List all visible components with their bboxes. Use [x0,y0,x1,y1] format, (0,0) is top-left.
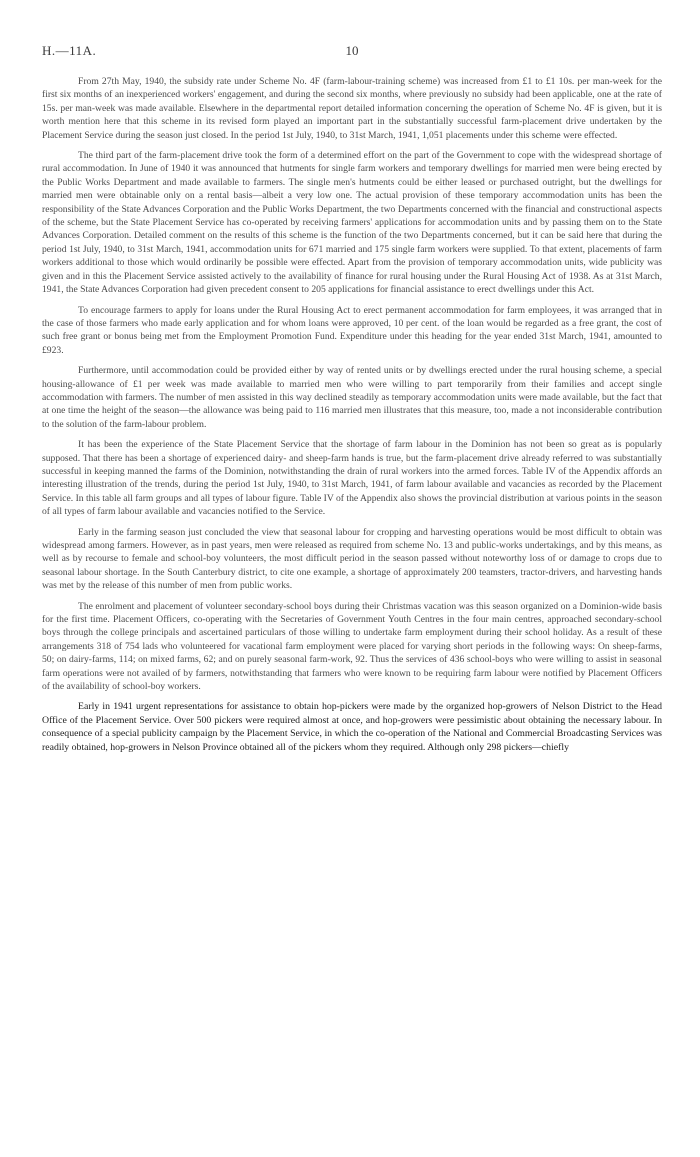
page-header [42,43,662,69]
paragraph: It has been the experience of the State Placement Service that the shortage of farm labour in the Dominion has not been so great as is popularly supposed. That there has been a shortage of experienced dairy- and sheep-farm hands is true, but the farm-placement drive already referred to was substantially successful in keeping manned the farms of the Dominion, notwithstanding the drain of rural workers into the armed forces. Table IV of the Appendix affords an interesting illustration of the trends, during the period 1st July, 1940, to 31st March, 1941, of farm labour available and vacancies as recorded by the Placement Service. In this table all farm groups and all types of labour figure. Table IV of the Appendix also shows the provincial distribution at various points in the season of all types of farm labour available and vacancies notified to the Service. [42,439,662,518]
paragraph: Furthermore, until accommodation could be provided either by way of rented units or by dwellings erected under the rural housing scheme, a special housing-allowance of £1 per week was made available to married men who were willing to part temporarily from their families and accept single accommodation with farmers. The number of men assisted in this way declined steadily as temporary accommodation units were made available, but the fact that at one time the height of the season—the allowance was being paid to 116 married men illustrates that this measure, too, made a not inconsiderable contribution to the solution of the farm-labour problem. [42,365,662,430]
paragraph: The third part of the farm-placement drive took the form of a determined effort on the part of the Government to cope with the widespread shortage of rural accommodation. In June of 1940 it was announced that hutments for single farm workers and temporary dwellings for married men were being erected by the Public Works Department and made available to farmers. The single men's hutments could be either leased or purchased outright, but the dwellings for married men were obtainable only on a rental basis—albeit a very low one. The actual provision of these temporary accommodation units has been the responsibility of the State Advances Corporation and the Public Works Department, the two Departments concerned with the financial and constructional aspects of the scheme, but the State Placement Service has co-operated by receiving farmers' applications for accommodation units and by passing them on to the State Advances Corporation. Detailed comment on the results of this scheme is the function of the two Departments concerned, but it can be said here that during the period 1st July, 1940, to 31st March, 1941, accommodation units for 671 married and 175 single farm workers were supplied. To that extent, placements of farm workers additional to those which would ordinarily be possible were effected. Apart from the provision of temporary accommodation units, wide publicity was given and in this the Placement Service assisted actively to the availability of finance for rural housing under the Rural Housing Act of 1938. As at 31st March, 1941, the State Advances Corporation had given precedent consent to 205 applications for financial assistance to erect dwellings under this Act. [42,150,662,296]
document-reference: H.—11A. [42,43,97,58]
document-body [42,75,662,754]
page-number: 10 [345,43,359,58]
paragraph: To encourage farmers to apply for loans under the Rural Housing Act to erect permanent accommodation for farm employees, it was arranged that in the case of those farmers who made early application and for whom loans were approved, 10 per cent. of the loan would be regarded as a free grant, the cost of such free grant or bonus being met from the Employment Promotion Fund. Expenditure under this heading for the year ended 31st March, 1941, amounted to £923. [42,304,662,356]
paragraph: Early in the farming season just concluded the view that seasonal labour for cropping and harvesting operations would be most difficult to obtain was widespread among farmers. However, as in past years, men were released as required from scheme No. 13 and public-works undertakings, and by this means, as well as by recourse to female and school-boy volunteers, the most difficult period in the season passed without noteworthy loss of or damage to crops due to seasonal labour shortage. In the South Canterbury district, to cite one example, a shortage of approximately 200 teamsters, tractor-drivers, and harvesting hands was met by the release of this number of men from public works. [42,526,662,592]
paragraph: Early in 1941 urgent representations for assistance to obtain hop-pickers were made by the organized hop-growers of Nelson District to the Head Office of the Placement Service. Over 500 pickers were required almost at once, and hop-growers were pessimistic about obtaining the necessary labour. In consequence of a special publicity campaign by the Placement Service, in which the co-operation of the National and Commercial Broadcasting Services was readily obtained, hop-growers in Nelson Province obtained all of the pickers whom they required. Although only 298 pickers—chiefly [42,701,662,753]
paragraph: From 27th May, 1940, the subsidy rate under Scheme No. 4F (farm-labour-training scheme) was increased from £1 to £1 10s. per man-week for the first six months of an inexperienced workers' engagement, and during the second six months, where previously no subsidy had been applicable, one at the rate of 15s. per man-week was made available. Elsewhere in the departmental report detailed information concerning the operation of Scheme No. 4F is given, but it is worth mention here that this scheme in its revised form played an important part in the substantially successful farm-placement drive undertaken by the Placement Service during the season just closed. In the period 1st July, 1940, to 31st March, 1941, 1,051 placements under this scheme were effected. [42,76,662,141]
paragraph: The enrolment and placement of volunteer secondary-school boys during their Christmas vacation was this season organized on a Dominion-wide basis for the first time. Placement Officers, co-operating with the Secretaries of Government Youth Centres in the four main centres, approached secondary-school boys through the college principals and ascertained particulars of those willing to undertake farm employment during their school holiday. As a result of these arrangements 318 of 754 lads who volunteered for vacational farm employment were placed for varying short periods in the following ways: On sheep-farms, 50; on dairy-farms, 114; on mixed farms, 62; and on purely seasonal farm-work, 92. Thus the services of 436 school-boys who were willing to assist in seasonal farm operations were not availed of by farmers, notwithstanding that farmers who were known to be requiring farm labour were notified by Placement Officers of the availability of school-boy workers. [42,600,662,693]
